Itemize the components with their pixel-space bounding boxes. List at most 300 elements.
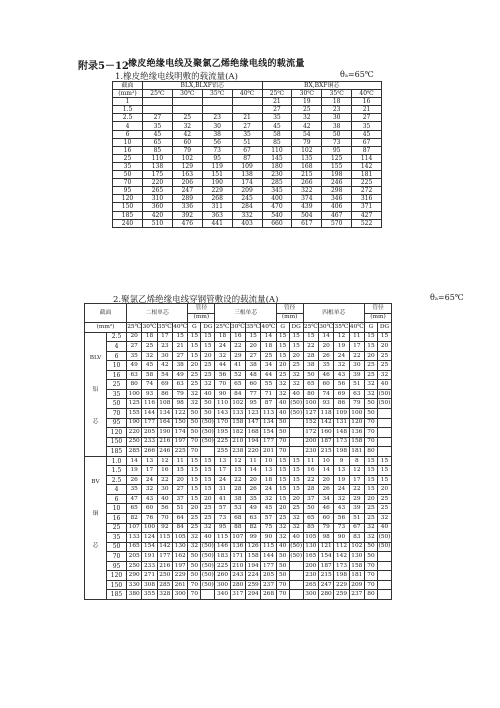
table-cell: 15 bbox=[276, 485, 289, 495]
table-cell: 13 bbox=[334, 466, 349, 476]
table-cell: 32 bbox=[188, 533, 201, 543]
table-cell: 51 bbox=[232, 138, 262, 146]
table-cell: 215 bbox=[319, 447, 334, 457]
table-cell: 44 bbox=[215, 361, 230, 371]
table-cell: 187 bbox=[319, 437, 334, 447]
table-cell: 17 bbox=[142, 466, 157, 476]
header-pipe-2: 管径 bbox=[276, 304, 303, 314]
table-cell: 45 bbox=[262, 122, 292, 130]
table-cell: 570 bbox=[322, 219, 352, 227]
table-cell: 79 bbox=[319, 523, 334, 533]
table-cell: 224 bbox=[246, 571, 261, 581]
table-cell: 38 bbox=[173, 361, 188, 371]
table-cell: 65 bbox=[303, 380, 318, 390]
table-row bbox=[113, 122, 382, 130]
table-cell: 271 bbox=[142, 571, 157, 581]
table2-subtitle: 2.聚氯乙烯绝缘电线穿钢管敷设的载流量(A) bbox=[113, 295, 279, 305]
table-cell: 40 bbox=[289, 389, 303, 399]
table-cell: 95 bbox=[202, 154, 232, 162]
table-cell: 73 bbox=[334, 523, 349, 533]
table-cell bbox=[202, 98, 232, 106]
table-cell: 84 bbox=[173, 523, 188, 533]
wire-material-label: 铜 bbox=[92, 510, 99, 517]
header-temp: 30℃ bbox=[319, 323, 334, 333]
row-section: 95 bbox=[107, 561, 127, 571]
wire-type-label: BLV bbox=[89, 354, 102, 361]
table-cell: 360 bbox=[143, 203, 173, 211]
table-cell: 38 bbox=[303, 361, 318, 371]
table-cell: 41 bbox=[215, 494, 230, 504]
table-cell: 27 bbox=[173, 485, 188, 495]
table-cell: 130 bbox=[303, 542, 318, 552]
table-cell: 93 bbox=[142, 389, 157, 399]
table-cell: 285 bbox=[157, 580, 172, 590]
table-cell: 25 bbox=[289, 504, 303, 514]
table-cell: 44 bbox=[261, 370, 276, 380]
table-cell: 24 bbox=[215, 475, 230, 485]
table-cell: 38 bbox=[246, 361, 261, 371]
table-cell: 122 bbox=[173, 409, 188, 419]
table-cell: 63 bbox=[246, 514, 261, 524]
table-cell: 146 bbox=[215, 542, 230, 552]
table-row bbox=[85, 552, 392, 562]
table-row bbox=[85, 561, 392, 571]
appendix-label: 附录5－12 bbox=[78, 61, 129, 72]
table1-rubber-wire-ampacity bbox=[112, 81, 382, 228]
table-cell: 439 bbox=[292, 203, 322, 211]
table-cell: 26 bbox=[319, 485, 334, 495]
table-cell bbox=[377, 571, 391, 581]
table-cell: 57 bbox=[215, 504, 230, 514]
table-cell: 15 bbox=[364, 475, 377, 485]
table-cell: 98 bbox=[319, 533, 334, 543]
row-section: 50 bbox=[107, 542, 127, 552]
table-cell: 201 bbox=[261, 447, 276, 457]
table-cell bbox=[232, 98, 262, 106]
table-cell: 363 bbox=[202, 211, 232, 219]
table-cell: 220 bbox=[127, 428, 142, 438]
table-row bbox=[85, 447, 392, 457]
header-pipe-type: DG bbox=[377, 323, 391, 333]
table-cell: 130 bbox=[349, 552, 364, 562]
table-cell: 165 bbox=[127, 542, 142, 552]
table-cell: 25 bbox=[364, 504, 377, 514]
table-row bbox=[85, 590, 392, 600]
table-cell: 50 bbox=[201, 399, 215, 409]
table-cell: 60 bbox=[172, 138, 202, 146]
table-cell: 17 bbox=[215, 466, 230, 476]
table-cell: 67 bbox=[232, 146, 262, 154]
table-cell: 300 bbox=[173, 590, 188, 600]
row-section: 25 bbox=[107, 523, 127, 533]
table-cell: 32 bbox=[364, 389, 377, 399]
table-cell: 15 bbox=[377, 475, 391, 485]
row-section: 16 bbox=[107, 370, 127, 380]
table-cell: 15 bbox=[377, 332, 391, 342]
table-cell: 20 bbox=[276, 504, 289, 514]
table-cell: (50) bbox=[377, 389, 391, 399]
table1-ambient: θₐ=65℃ bbox=[340, 70, 374, 79]
table-row bbox=[113, 211, 382, 219]
table-cell: 74 bbox=[142, 380, 157, 390]
table-cell: 12 bbox=[230, 456, 245, 466]
table-cell: 119 bbox=[202, 162, 232, 170]
table-row bbox=[85, 485, 392, 495]
table-cell: 40 bbox=[377, 523, 391, 533]
wire-core-label: 芯 bbox=[92, 542, 99, 549]
table-cell: 195 bbox=[215, 428, 230, 438]
table-cell: 32 bbox=[172, 122, 202, 130]
table-cell: 32 bbox=[364, 533, 377, 543]
table-cell: 216 bbox=[157, 437, 172, 447]
table-cell: (50) bbox=[201, 552, 215, 562]
table-cell: 300 bbox=[215, 580, 230, 590]
table-cell: 142 bbox=[157, 542, 172, 552]
table-cell: 102 bbox=[172, 154, 202, 162]
table-cell: 15 bbox=[188, 351, 201, 361]
header-temp: 35℃ bbox=[334, 323, 349, 333]
table-cell: 155 bbox=[322, 162, 352, 170]
table-cell: 504 bbox=[292, 211, 322, 219]
header-temp: 25℃ bbox=[127, 323, 142, 333]
table-cell: 317 bbox=[230, 590, 245, 600]
table-cell: 15 bbox=[364, 466, 377, 476]
table-cell: 15 bbox=[377, 456, 391, 466]
table-cell: 25 bbox=[188, 514, 201, 524]
table-cell: 70 bbox=[276, 580, 289, 590]
table-cell: 15 bbox=[289, 485, 303, 495]
table-cell: 38 bbox=[202, 130, 232, 138]
table-cell: 68 bbox=[230, 514, 245, 524]
page-title: 橡皮绝缘电线及聚氯乙烯绝缘电线的载流量 bbox=[128, 59, 305, 69]
table-cell: (50) bbox=[201, 437, 215, 447]
table-cell: 65 bbox=[303, 514, 318, 524]
table-cell: 35 bbox=[232, 130, 262, 138]
table-cell: 70 bbox=[364, 428, 377, 438]
table-cell: 19 bbox=[127, 466, 142, 476]
header-four-single-core: 四根单芯 bbox=[303, 304, 364, 323]
table-cell: (50) bbox=[201, 580, 215, 590]
table-cell: 125 bbox=[127, 399, 142, 409]
table-cell: 209 bbox=[232, 187, 262, 195]
table-cell: 65 bbox=[230, 380, 245, 390]
table-cell: 32 bbox=[292, 114, 322, 122]
table-cell: 198 bbox=[322, 171, 352, 179]
table-cell: 56 bbox=[215, 370, 230, 380]
table-cell: 70 bbox=[188, 580, 201, 590]
table-cell: 11 bbox=[246, 456, 261, 466]
table-row bbox=[113, 98, 382, 106]
table-cell: 230 bbox=[262, 171, 292, 179]
table-cell: 187 bbox=[319, 561, 334, 571]
table-cell: 70 bbox=[364, 437, 377, 447]
header-unit: (mm²) bbox=[113, 90, 143, 98]
table-cell: 346 bbox=[322, 195, 352, 203]
table-cell: 330 bbox=[127, 580, 142, 590]
table-cell: 316 bbox=[352, 195, 382, 203]
table-cell: 173 bbox=[334, 437, 349, 447]
header-temp: 25℃ bbox=[215, 323, 230, 333]
table-row bbox=[113, 154, 382, 162]
table-cell: 25 bbox=[188, 523, 201, 533]
table-cell: 26 bbox=[319, 351, 334, 361]
table-cell: 95 bbox=[246, 399, 261, 409]
table-cell: 22 bbox=[157, 475, 172, 485]
table-cell: 30 bbox=[322, 114, 352, 122]
table-cell: 17 bbox=[349, 475, 364, 485]
row-section: 6 bbox=[107, 494, 127, 504]
table-cell: 25 bbox=[364, 361, 377, 371]
table-row bbox=[85, 466, 392, 476]
table-cell: 20 bbox=[289, 351, 303, 361]
table-cell: 145 bbox=[262, 154, 292, 162]
table-cell: 22 bbox=[349, 351, 364, 361]
header-temp: 25℃ bbox=[303, 323, 318, 333]
table-cell: 225 bbox=[352, 179, 382, 187]
table-cell: 171 bbox=[230, 552, 245, 562]
table-cell: 265 bbox=[143, 187, 173, 195]
table-cell: 86 bbox=[157, 389, 172, 399]
table-cell: 60 bbox=[246, 380, 261, 390]
table-cell: 174 bbox=[232, 179, 262, 187]
table-cell: 250 bbox=[157, 571, 172, 581]
header-temp: 35℃ bbox=[246, 323, 261, 333]
table-cell: 162 bbox=[173, 552, 188, 562]
table-cell: 285 bbox=[262, 179, 292, 187]
table-cell: 87 bbox=[232, 154, 262, 162]
table-cell: 32 bbox=[276, 380, 289, 390]
row-section: 95 bbox=[113, 187, 143, 195]
table-cell: 112 bbox=[334, 542, 349, 552]
table-cell: 26 bbox=[246, 485, 261, 495]
table-cell: 21 bbox=[262, 98, 292, 106]
table-cell: 198 bbox=[334, 571, 349, 581]
table-cell: 82 bbox=[127, 514, 142, 524]
table-cell: 25 bbox=[377, 361, 391, 371]
table-cell: 83 bbox=[349, 533, 364, 543]
table-cell: 225 bbox=[173, 447, 188, 457]
table-cell: 22 bbox=[230, 475, 245, 485]
table-cell: 403 bbox=[232, 219, 262, 227]
table-cell: 20 bbox=[246, 475, 261, 485]
table-cell: 15 bbox=[201, 466, 215, 476]
table-cell: 70 bbox=[276, 590, 289, 600]
table-cell: 260 bbox=[215, 571, 230, 581]
table-row bbox=[85, 380, 392, 390]
table-cell: 18 bbox=[322, 98, 352, 106]
row-section: 50 bbox=[107, 399, 127, 409]
table-cell: 142 bbox=[334, 552, 349, 562]
table-cell bbox=[143, 98, 173, 106]
table-cell: 15 bbox=[188, 494, 201, 504]
table-cell: 50 bbox=[188, 409, 201, 419]
table-cell: 35 bbox=[319, 361, 334, 371]
row-section: 1.0 bbox=[107, 456, 127, 466]
table-cell: 42 bbox=[172, 130, 202, 138]
table-cell: 181 bbox=[352, 171, 382, 179]
table-cell: 197 bbox=[173, 561, 188, 571]
table-cell: 173 bbox=[334, 561, 349, 571]
table-cell: 371 bbox=[352, 203, 382, 211]
row-section: 35 bbox=[107, 533, 127, 543]
table-cell: (50) bbox=[289, 399, 303, 409]
table-cell: 174 bbox=[173, 428, 188, 438]
table-cell: 155 bbox=[127, 409, 142, 419]
table-cell: 340 bbox=[215, 590, 230, 600]
table-cell: 190 bbox=[157, 428, 172, 438]
header-unit: (mm²) bbox=[85, 323, 127, 333]
table-cell: 280 bbox=[230, 580, 245, 590]
table-cell: 285 bbox=[127, 447, 142, 457]
table-cell: 175 bbox=[143, 171, 173, 179]
table-cell: 120 bbox=[349, 418, 364, 428]
table-cell: 80 bbox=[364, 590, 377, 600]
table-cell: 27 bbox=[262, 106, 292, 114]
table-cell: 20 bbox=[188, 361, 201, 371]
table-cell: 41 bbox=[230, 361, 245, 371]
header-pipe-unit-2: (mm) bbox=[276, 313, 303, 323]
table-cell: 200 bbox=[303, 437, 318, 447]
table-cell: 215 bbox=[319, 571, 334, 581]
table-cell: 12 bbox=[334, 332, 349, 342]
table-cell: 124 bbox=[142, 533, 157, 543]
table-cell: 24 bbox=[334, 351, 349, 361]
table-row bbox=[85, 533, 392, 543]
table-cell: 50 bbox=[201, 409, 215, 419]
table-cell: 69 bbox=[157, 380, 172, 390]
table-cell: 40 bbox=[276, 399, 289, 409]
table-cell: 79 bbox=[349, 399, 364, 409]
table-cell: 32 bbox=[377, 370, 391, 380]
table-cell: 13 bbox=[215, 456, 230, 466]
table-cell: 80 bbox=[303, 389, 318, 399]
table-cell: 70 bbox=[364, 580, 377, 590]
table-cell: 70 bbox=[364, 561, 377, 571]
table-cell: 15 bbox=[201, 475, 215, 485]
table-cell: 14 bbox=[246, 466, 261, 476]
table-cell: 15 bbox=[289, 456, 303, 466]
table-cell: 220 bbox=[143, 179, 173, 187]
table-cell: 427 bbox=[352, 211, 382, 219]
table-cell: 16 bbox=[303, 466, 318, 476]
table-cell: 32 bbox=[289, 514, 303, 524]
table-cell: 127 bbox=[303, 409, 318, 419]
table-cell: 20 bbox=[289, 494, 303, 504]
table-cell: 123 bbox=[246, 409, 261, 419]
table-cell: 194 bbox=[246, 561, 261, 571]
table2-ambient: θₐ=65℃ bbox=[430, 293, 464, 302]
table-row bbox=[85, 523, 392, 533]
table-cell: 46 bbox=[319, 504, 334, 514]
table-cell: 15 bbox=[289, 342, 303, 352]
table-cell: 15 bbox=[188, 456, 201, 466]
table-row bbox=[85, 428, 392, 438]
table-cell: 109 bbox=[232, 162, 262, 170]
table-cell: 22 bbox=[349, 485, 364, 495]
table-cell: 470 bbox=[262, 203, 292, 211]
table-cell: 32 bbox=[142, 351, 157, 361]
table-cell: 23 bbox=[322, 106, 352, 114]
table-cell bbox=[377, 418, 391, 428]
table-cell: 24 bbox=[261, 485, 276, 495]
table-cell: 177 bbox=[142, 418, 157, 428]
table-cell: 70 bbox=[276, 437, 289, 447]
header-temp: 40℃ bbox=[232, 90, 262, 98]
table-cell: 138 bbox=[143, 162, 173, 170]
table-cell: 15 bbox=[364, 332, 377, 342]
table-cell: 79 bbox=[173, 389, 188, 399]
row-section: 150 bbox=[107, 580, 127, 590]
table-cell bbox=[377, 409, 391, 419]
table-cell: 142 bbox=[319, 418, 334, 428]
row-section: 4 bbox=[107, 342, 127, 352]
table-cell: 205 bbox=[261, 571, 276, 581]
row-section: 25 bbox=[113, 154, 143, 162]
table-cell: 25 bbox=[276, 514, 289, 524]
table-cell: 60 bbox=[319, 514, 334, 524]
table-cell: 30 bbox=[157, 351, 172, 361]
table-cell: 25 bbox=[292, 106, 322, 114]
table-cell: 20 bbox=[364, 351, 377, 361]
table-cell: 32 bbox=[289, 370, 303, 380]
table-cell: 355 bbox=[142, 590, 157, 600]
header-temp: 30℃ bbox=[142, 323, 157, 333]
table-cell bbox=[289, 437, 303, 447]
table-row bbox=[85, 514, 392, 524]
table-cell: 400 bbox=[262, 195, 292, 203]
table-cell bbox=[377, 561, 391, 571]
header-temp: 25℃ bbox=[262, 90, 292, 98]
table-cell: 15 bbox=[303, 332, 318, 342]
table-row bbox=[85, 370, 392, 380]
table-cell: 129 bbox=[172, 162, 202, 170]
table-cell: 18 bbox=[261, 475, 276, 485]
table-cell: 107 bbox=[127, 523, 142, 533]
table-cell: 114 bbox=[352, 154, 382, 162]
table-cell: 20 bbox=[173, 475, 188, 485]
header-temp: 40℃ bbox=[261, 323, 276, 333]
table-cell: 154 bbox=[319, 552, 334, 562]
table-cell: 27 bbox=[232, 122, 262, 130]
table-cell: 50 bbox=[276, 561, 289, 571]
table-cell: 290 bbox=[127, 571, 142, 581]
table-cell: 380 bbox=[127, 590, 142, 600]
table-cell: 25 bbox=[201, 370, 215, 380]
table-cell: 115 bbox=[157, 533, 172, 543]
table-cell: 170 bbox=[215, 418, 230, 428]
table-cell: 85 bbox=[143, 146, 173, 154]
row-section: 1 bbox=[113, 98, 143, 106]
table-row bbox=[85, 409, 392, 419]
table-cell: 540 bbox=[262, 211, 292, 219]
row-section: 2.5 bbox=[107, 332, 127, 342]
table-cell: 25 bbox=[142, 342, 157, 352]
table-cell: 65 bbox=[143, 138, 173, 146]
table-cell: 46 bbox=[319, 370, 334, 380]
table-cell: 336 bbox=[172, 203, 202, 211]
table-cell: 266 bbox=[142, 447, 157, 457]
table-cell: 27 bbox=[352, 114, 382, 122]
table-cell: 113 bbox=[261, 409, 276, 419]
table-cell: 50 bbox=[322, 130, 352, 138]
table-cell: 181 bbox=[349, 571, 364, 581]
table-cell: 43 bbox=[142, 494, 157, 504]
table-cell: 35 bbox=[352, 122, 382, 130]
table-cell: 284 bbox=[232, 203, 262, 211]
table-cell: (50) bbox=[289, 409, 303, 419]
table-cell: 52 bbox=[230, 370, 245, 380]
row-section: 4 bbox=[107, 485, 127, 495]
